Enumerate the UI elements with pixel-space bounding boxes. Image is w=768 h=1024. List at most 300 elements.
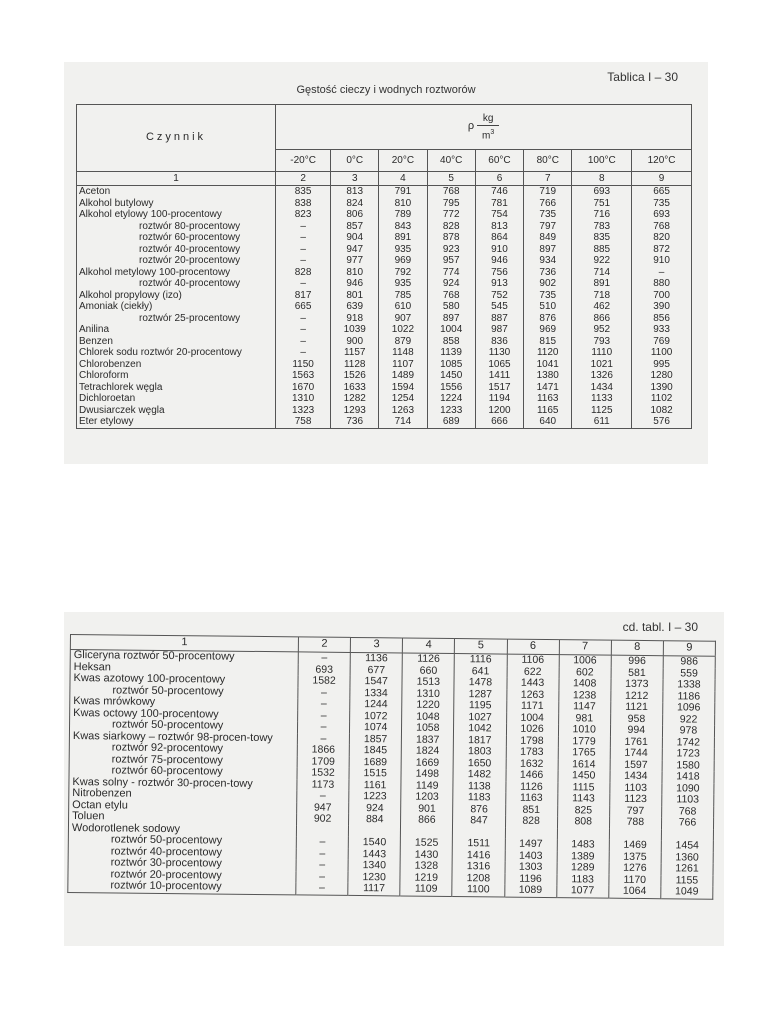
density-value: 735 <box>524 209 572 221</box>
density-value: 1310 <box>402 688 454 700</box>
substance-name: roztwór 30-procentowy <box>68 857 296 871</box>
table-row <box>77 186 692 198</box>
density-value: 1090 <box>676 781 700 795</box>
density-value: 756 <box>475 267 523 279</box>
density-value: 1443 <box>506 678 558 690</box>
density-value: 768 <box>653 220 670 232</box>
density-value: – <box>298 710 350 722</box>
table-row <box>77 347 692 359</box>
table-row <box>77 221 692 233</box>
density-value: 1434 <box>572 382 632 394</box>
density-value: 900 <box>331 336 379 348</box>
density-value: 946 <box>475 255 523 267</box>
density-value: 858 <box>427 336 475 348</box>
density-value: 1128 <box>331 359 379 371</box>
density-value: 1115 <box>557 782 609 794</box>
density-value: 1085 <box>427 359 475 371</box>
density-value: 981 <box>558 713 610 725</box>
substance-name: Wodorotlenek sodowy <box>68 822 296 836</box>
density-value: 933 <box>653 324 670 335</box>
substance-name: roztwór 20-procentowy <box>68 868 296 882</box>
density-value: 838 <box>276 198 331 210</box>
density-value: 1580 <box>676 758 700 772</box>
density-value: 1048 <box>402 711 454 723</box>
density-value: 1582 <box>298 675 350 687</box>
substance-name: Dichloroetan <box>77 393 276 405</box>
column-number: 9 <box>632 172 692 186</box>
density-value: 1373 <box>611 679 663 691</box>
density-value: 1340 <box>348 860 400 872</box>
density-value: 677 <box>350 664 402 676</box>
density-value: 866 <box>401 814 453 826</box>
density-value: 1238 <box>558 690 610 702</box>
density-value: 986 <box>680 655 699 668</box>
density-value: 978 <box>679 724 698 737</box>
density-value: 1824 <box>401 745 453 757</box>
density-value: – <box>276 313 331 325</box>
density-value: 1303 <box>505 862 557 874</box>
density-value: 781 <box>475 198 523 210</box>
column-number: 1 <box>77 172 276 186</box>
density-value: 891 <box>379 232 427 244</box>
density-value: 901 <box>401 803 453 815</box>
density-value: 714 <box>379 416 427 428</box>
substance-name: Alkohol propylowy (izo) <box>77 290 276 302</box>
density-value: 1049 <box>675 885 699 898</box>
substance-name: roztwór 50-procentowy <box>69 719 297 733</box>
density-value: 946 <box>331 278 379 290</box>
substance-name: roztwór 75-procentowy <box>69 753 297 767</box>
density-value: 1022 <box>379 324 427 336</box>
table-row <box>77 370 692 382</box>
density-value: 1515 <box>349 768 401 780</box>
density-value: 1219 <box>400 872 452 884</box>
density-value: 1102 <box>650 393 673 404</box>
density-value: 1126 <box>402 653 454 666</box>
table-row <box>77 313 692 325</box>
column-number: 2 <box>276 172 331 186</box>
density-value: 576 <box>653 416 670 427</box>
density-value: 1157 <box>331 347 379 359</box>
density-value: 545 <box>475 301 523 313</box>
temperature-header: 80°C <box>524 149 572 171</box>
density-value: 1010 <box>558 724 610 736</box>
density-value: 935 <box>379 244 427 256</box>
density-value: 1670 <box>276 382 331 394</box>
density-value: 924 <box>349 802 401 814</box>
unit-exponent: 3 <box>490 128 495 136</box>
factor-header: Czynnik <box>77 105 276 172</box>
scan-page-top <box>64 62 708 464</box>
column-number: 6 <box>507 639 559 655</box>
unit-numerator: kg <box>482 112 494 124</box>
density-value: 1489 <box>379 370 427 382</box>
density-value: 1540 <box>348 837 400 849</box>
density-value: 1109 <box>400 883 452 896</box>
density-value: 801 <box>331 290 379 302</box>
density-value: 610 <box>379 301 427 313</box>
density-value: 1761 <box>610 736 662 748</box>
substance-name: Aceton <box>77 186 276 198</box>
density-value: 864 <box>475 232 523 244</box>
density-value: 689 <box>427 416 475 428</box>
density-value: 1149 <box>401 780 453 792</box>
temperature-header: 0°C <box>331 149 379 171</box>
density-value: 718 <box>572 290 632 302</box>
substance-name: Chlorobenzen <box>77 359 276 371</box>
density-value: 1170 <box>609 874 661 886</box>
density-value: 878 <box>427 232 475 244</box>
substance-name: Chlorek sodu roztwór 20-procentowy <box>77 347 276 359</box>
density-value: 1133 <box>572 393 632 405</box>
density-value: 879 <box>379 336 427 348</box>
substance-name: roztwór 40-procentowy <box>77 278 276 290</box>
density-value: 766 <box>524 198 572 210</box>
density-value: – <box>297 733 349 745</box>
table-row <box>77 324 692 336</box>
density-value: 1155 <box>675 873 699 887</box>
substance-name: Toluen <box>69 811 297 825</box>
density-value: 736 <box>524 267 572 279</box>
density-value: 719 <box>524 186 572 198</box>
density-value: 1389 <box>557 851 609 863</box>
density-value: 1837 <box>402 734 454 746</box>
density-value: 935 <box>379 278 427 290</box>
density-value: 1430 <box>400 849 452 861</box>
column-number: 5 <box>427 172 475 186</box>
density-value: – <box>276 324 331 336</box>
density-value: – <box>296 871 348 883</box>
density-value: 1328 <box>400 860 452 872</box>
density-value: – <box>276 278 331 290</box>
density-table <box>76 104 692 429</box>
density-value: 735 <box>653 197 670 209</box>
density-value: 1150 <box>276 359 331 371</box>
density-value: 1082 <box>650 404 673 416</box>
density-value: 823 <box>276 209 331 221</box>
density-value: 1223 <box>349 791 401 803</box>
density-value: 1041 <box>524 359 572 371</box>
density-value: 817 <box>276 290 331 302</box>
density-value: 969 <box>379 255 427 267</box>
density-value: 1103 <box>610 782 662 794</box>
density-value: 1450 <box>427 370 475 382</box>
density-value: 736 <box>331 416 379 428</box>
continuation-label: cd. tabl. I – 30 <box>622 620 698 634</box>
density-value: 1103 <box>676 793 700 806</box>
density-value: 1039 <box>331 324 379 336</box>
substance-name: Nitrobenzen <box>69 788 297 802</box>
substance-name: roztwór 60-procentowy <box>77 232 276 244</box>
density-value: 1136 <box>350 652 402 665</box>
density-value: 1689 <box>349 756 401 768</box>
density-value: 660 <box>402 665 454 677</box>
density-value: 768 <box>427 186 475 198</box>
density-value: 907 <box>379 313 427 325</box>
density-value: 1196 <box>504 873 556 885</box>
density-value: 1411 <box>475 370 523 382</box>
density-value: – <box>296 848 348 860</box>
density-value: 1194 <box>475 393 523 405</box>
density-value: 1450 <box>558 770 610 782</box>
density-value: 1163 <box>524 393 572 405</box>
density-value: 922 <box>679 712 698 726</box>
density-value: 1723 <box>676 747 700 760</box>
density-value: 581 <box>611 667 663 679</box>
substance-name: Octan etylu <box>69 799 297 813</box>
density-value: 887 <box>475 313 523 325</box>
density-value: 835 <box>572 232 632 244</box>
density-value: 795 <box>427 198 475 210</box>
density-value: 1163 <box>505 793 557 805</box>
density-value: 1338 <box>677 678 701 691</box>
density-value: – <box>276 221 331 233</box>
density-value: 1443 <box>348 848 400 860</box>
density-value: 897 <box>427 313 475 325</box>
density-value: 1390 <box>650 381 673 393</box>
substance-name: Alkohol butylowy <box>77 198 276 210</box>
density-value: 813 <box>331 186 379 198</box>
density-value: 806 <box>331 209 379 221</box>
substance-name: Chloroform <box>77 370 276 382</box>
density-value: 1360 <box>675 850 699 864</box>
density-value: 783 <box>572 221 632 233</box>
density-value: 789 <box>379 209 427 221</box>
density-value: 774 <box>427 267 475 279</box>
substance-name: Tetrachlorek węgla <box>77 382 276 394</box>
density-value: 1233 <box>427 405 475 417</box>
density-value: 640 <box>524 416 572 428</box>
density-value: 785 <box>379 290 427 302</box>
temperature-header: 100°C <box>572 149 632 171</box>
substance-name: roztwór 50-procentowy <box>70 685 298 699</box>
substance-name: Kwas siarkowy – roztwór 98-procen-towy <box>69 730 297 744</box>
density-value: 746 <box>475 186 523 198</box>
temperature-header: 120°C <box>632 149 692 171</box>
density-value: 1482 <box>453 769 505 781</box>
substance-name: roztwór 40-procentowy <box>68 845 296 859</box>
density-value: 995 <box>653 358 670 370</box>
substance-name: Kwas octowy 100-procentowy <box>70 708 298 722</box>
density-value: 1148 <box>379 347 427 359</box>
density-value: 768 <box>678 804 697 818</box>
density-value: 828 <box>427 221 475 233</box>
table-row <box>77 267 692 279</box>
density-value: 1289 <box>557 862 609 874</box>
table-row <box>77 382 692 394</box>
density-value: – <box>298 652 350 665</box>
density-value: 666 <box>475 416 523 428</box>
density-value: 390 <box>653 301 670 312</box>
column-number: 6 <box>475 172 523 186</box>
density-value: 1096 <box>676 701 701 714</box>
density-value: 851 <box>505 804 557 816</box>
substance-name: Amoniak (ciekły) <box>77 301 276 313</box>
column-number: 3 <box>350 637 402 653</box>
density-value: 754 <box>475 209 523 221</box>
density-value: 1380 <box>524 370 572 382</box>
scan-page-bottom <box>64 612 724 946</box>
density-value: 510 <box>524 301 572 313</box>
substance-name: Gliceryna roztwór 50-procentowy <box>70 650 298 664</box>
substance-name: Anilina <box>77 324 276 336</box>
density-value: 793 <box>572 336 632 348</box>
substance-name: roztwór 25-procentowy <box>77 313 276 325</box>
density-value: 1126 <box>505 781 557 793</box>
density-value: 1138 <box>453 781 505 793</box>
column-number: 8 <box>572 172 632 186</box>
density-value: 1310 <box>276 393 331 405</box>
table-row <box>77 359 692 371</box>
substance-name: Alkohol etylowy 100-procentowy <box>77 209 276 221</box>
substance-name: Kwas solny - roztwór 30-procen-towy <box>69 776 297 790</box>
density-value: 665 <box>276 301 331 313</box>
density-value: 1147 <box>558 701 610 713</box>
density-value: 1709 <box>297 756 349 768</box>
density-value: – <box>297 790 349 802</box>
density-value: – <box>276 336 331 348</box>
table-title: Gęstość cieczy i wodnych roztworów <box>296 84 476 96</box>
density-value: 910 <box>475 244 523 256</box>
density-value: 891 <box>572 278 632 290</box>
density-value: 872 <box>653 243 670 255</box>
density-value: 1171 <box>506 701 558 713</box>
density-value: 1261 <box>675 862 699 875</box>
density-value: 1123 <box>609 794 661 806</box>
density-value: 1200 <box>475 405 523 417</box>
density-value: 1064 <box>609 886 661 899</box>
density-value: 1403 <box>505 850 557 862</box>
density-value: 1483 <box>557 839 609 851</box>
density-value: 693 <box>653 209 670 220</box>
density-value: 856 <box>653 312 670 324</box>
density-value: 1165 <box>524 405 572 417</box>
density-value: 849 <box>524 232 572 244</box>
density-value: 1263 <box>506 689 558 701</box>
density-value: 910 <box>653 255 670 266</box>
density-value: 1208 <box>452 873 504 885</box>
density-value: 1478 <box>454 677 506 689</box>
density-value: 1408 <box>559 678 611 690</box>
density-value: 884 <box>349 814 401 826</box>
density-value: 1326 <box>572 370 632 382</box>
density-value: 700 <box>653 289 670 301</box>
density-value: 1594 <box>379 382 427 394</box>
density-value: 1026 <box>506 724 558 736</box>
density-value: 924 <box>427 278 475 290</box>
density-value: 1027 <box>454 712 506 724</box>
table-row <box>77 278 692 290</box>
density-value: 1416 <box>453 850 505 862</box>
density-value: – <box>296 836 348 848</box>
density-value: 847 <box>453 815 505 827</box>
density-value: 1072 <box>350 710 402 722</box>
density-value: 1120 <box>524 347 572 359</box>
density-value: 1513 <box>402 676 454 688</box>
density-value: 716 <box>572 209 632 221</box>
density-value: 808 <box>557 816 609 828</box>
density-value: 876 <box>524 313 572 325</box>
density-value: – <box>276 232 331 244</box>
density-value: 813 <box>475 221 523 233</box>
density-value: 902 <box>297 813 349 825</box>
density-value: 1276 <box>609 863 661 875</box>
density-value: 1669 <box>401 757 453 769</box>
density-value: 758 <box>276 416 331 428</box>
density-value: 977 <box>331 255 379 267</box>
density-value: 752 <box>475 290 523 302</box>
density-value: 791 <box>379 186 427 198</box>
table-label: Tablica I – 30 <box>607 70 678 84</box>
density-value: 1547 <box>350 676 402 688</box>
density-value: 641 <box>454 666 506 678</box>
density-value: 825 <box>557 805 609 817</box>
temperature-header: 40°C <box>427 149 475 171</box>
density-value: 1454 <box>675 839 699 852</box>
density-value: 815 <box>524 336 572 348</box>
density-value: 1224 <box>427 393 475 405</box>
density-value: 1089 <box>504 885 556 898</box>
density-value: 1597 <box>610 759 662 771</box>
unit-denominator: m <box>482 129 491 141</box>
density-value: 904 <box>331 232 379 244</box>
density-value: 1161 <box>349 779 401 791</box>
density-value: 693 <box>298 664 350 676</box>
density-value: 1466 <box>505 770 557 782</box>
density-value: 1130 <box>475 347 523 359</box>
density-value: 1765 <box>558 747 610 759</box>
substance-name: roztwór 92-procentowy <box>69 742 297 756</box>
column-number: 8 <box>611 640 663 656</box>
density-value: 1434 <box>610 771 662 783</box>
column-number: 9 <box>663 641 715 657</box>
density-value: 1633 <box>331 382 379 394</box>
density-value: 922 <box>572 255 632 267</box>
density-value: 1125 <box>572 405 632 417</box>
density-value: 1106 <box>507 654 559 667</box>
table-row <box>77 255 692 267</box>
density-value: 1556 <box>427 382 475 394</box>
substance-name: roztwór 20-procentowy <box>77 255 276 267</box>
density-value: 1042 <box>454 723 506 735</box>
density-value: 934 <box>524 255 572 267</box>
density-value: – <box>298 698 350 710</box>
table-row <box>77 232 692 244</box>
density-value: 1110 <box>572 347 632 359</box>
density-value: 751 <box>572 198 632 210</box>
density-unit-header <box>276 105 692 150</box>
table-row <box>77 416 692 428</box>
density-value: 1779 <box>558 736 610 748</box>
density-value: 1139 <box>427 347 475 359</box>
substance-name: roztwór 40-procentowy <box>77 244 276 256</box>
density-value: 611 <box>572 416 632 428</box>
density-value: 665 <box>653 186 670 197</box>
density-value: 994 <box>610 725 662 737</box>
density-value: 1183 <box>557 874 609 886</box>
table-row <box>77 393 692 405</box>
density-value: – <box>658 266 665 278</box>
table-row <box>77 198 692 210</box>
density-value: 714 <box>572 267 632 279</box>
temperature-header: 60°C <box>475 149 523 171</box>
column-number: 4 <box>403 638 455 654</box>
density-value: 769 <box>653 335 670 347</box>
column-number: 4 <box>379 172 427 186</box>
density-value: 1244 <box>350 699 402 711</box>
density-value: 1845 <box>349 745 401 757</box>
density-value: 1742 <box>676 735 701 749</box>
